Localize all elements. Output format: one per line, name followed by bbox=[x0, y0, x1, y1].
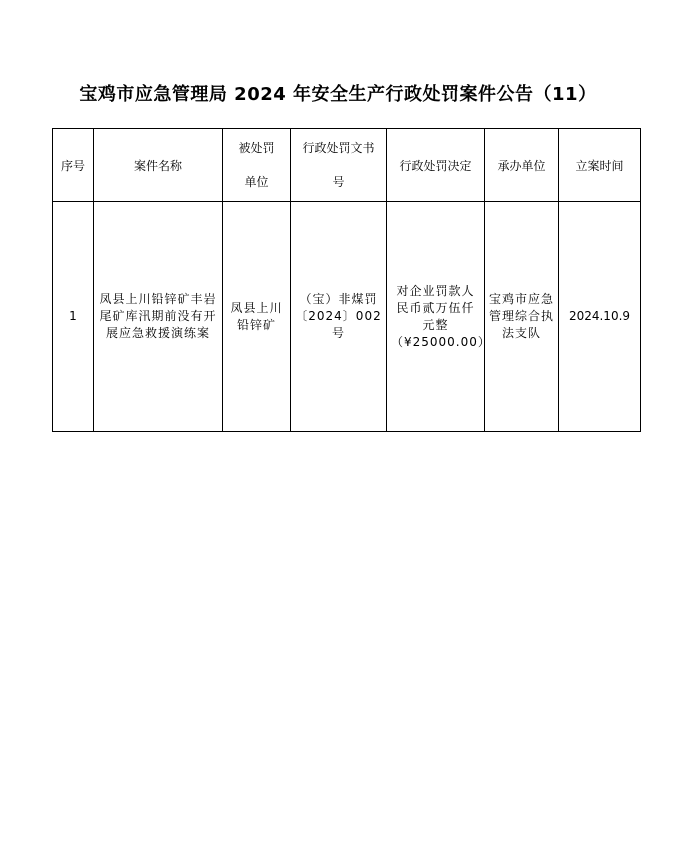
header-party-line2: 单位 bbox=[244, 175, 269, 189]
cell-handler: 宝鸡市应急管理综合执法支队 bbox=[485, 202, 559, 432]
cell-doc-no: （宝）非煤罚〔2024〕002号 bbox=[291, 202, 387, 432]
cell-index: 1 bbox=[53, 202, 94, 432]
cell-party: 凤县上川铅锌矿 bbox=[223, 202, 291, 432]
header-case-name: 案件名称 bbox=[94, 129, 223, 202]
header-decision: 行政处罚决定 bbox=[387, 129, 485, 202]
table-header-row bbox=[53, 129, 641, 202]
header-doc-no bbox=[291, 129, 387, 202]
header-index: 序号 bbox=[53, 129, 94, 202]
header-handler: 承办单位 bbox=[485, 129, 559, 202]
table-row bbox=[53, 202, 641, 432]
cell-decision: 对企业罚款人民币贰万伍仟元整（¥25000.00） bbox=[387, 202, 485, 432]
header-date: 立案时间 bbox=[559, 129, 641, 202]
cell-case-name: 凤县上川铅锌矿丰岩尾矿库汛期前没有开展应急救援演练案 bbox=[94, 202, 223, 432]
header-doc-no-line2: 号 bbox=[332, 175, 345, 189]
penalty-table bbox=[52, 128, 641, 432]
page-title: 宝鸡市应急管理局 2024 年安全生产行政处罚案件公告（11） bbox=[79, 84, 597, 105]
header-party-line1: 被处罚 bbox=[238, 141, 275, 155]
cell-date: 2024.10.9 bbox=[559, 202, 641, 432]
header-doc-no-line1: 行政处罚文书 bbox=[302, 141, 375, 155]
header-party bbox=[223, 129, 291, 202]
